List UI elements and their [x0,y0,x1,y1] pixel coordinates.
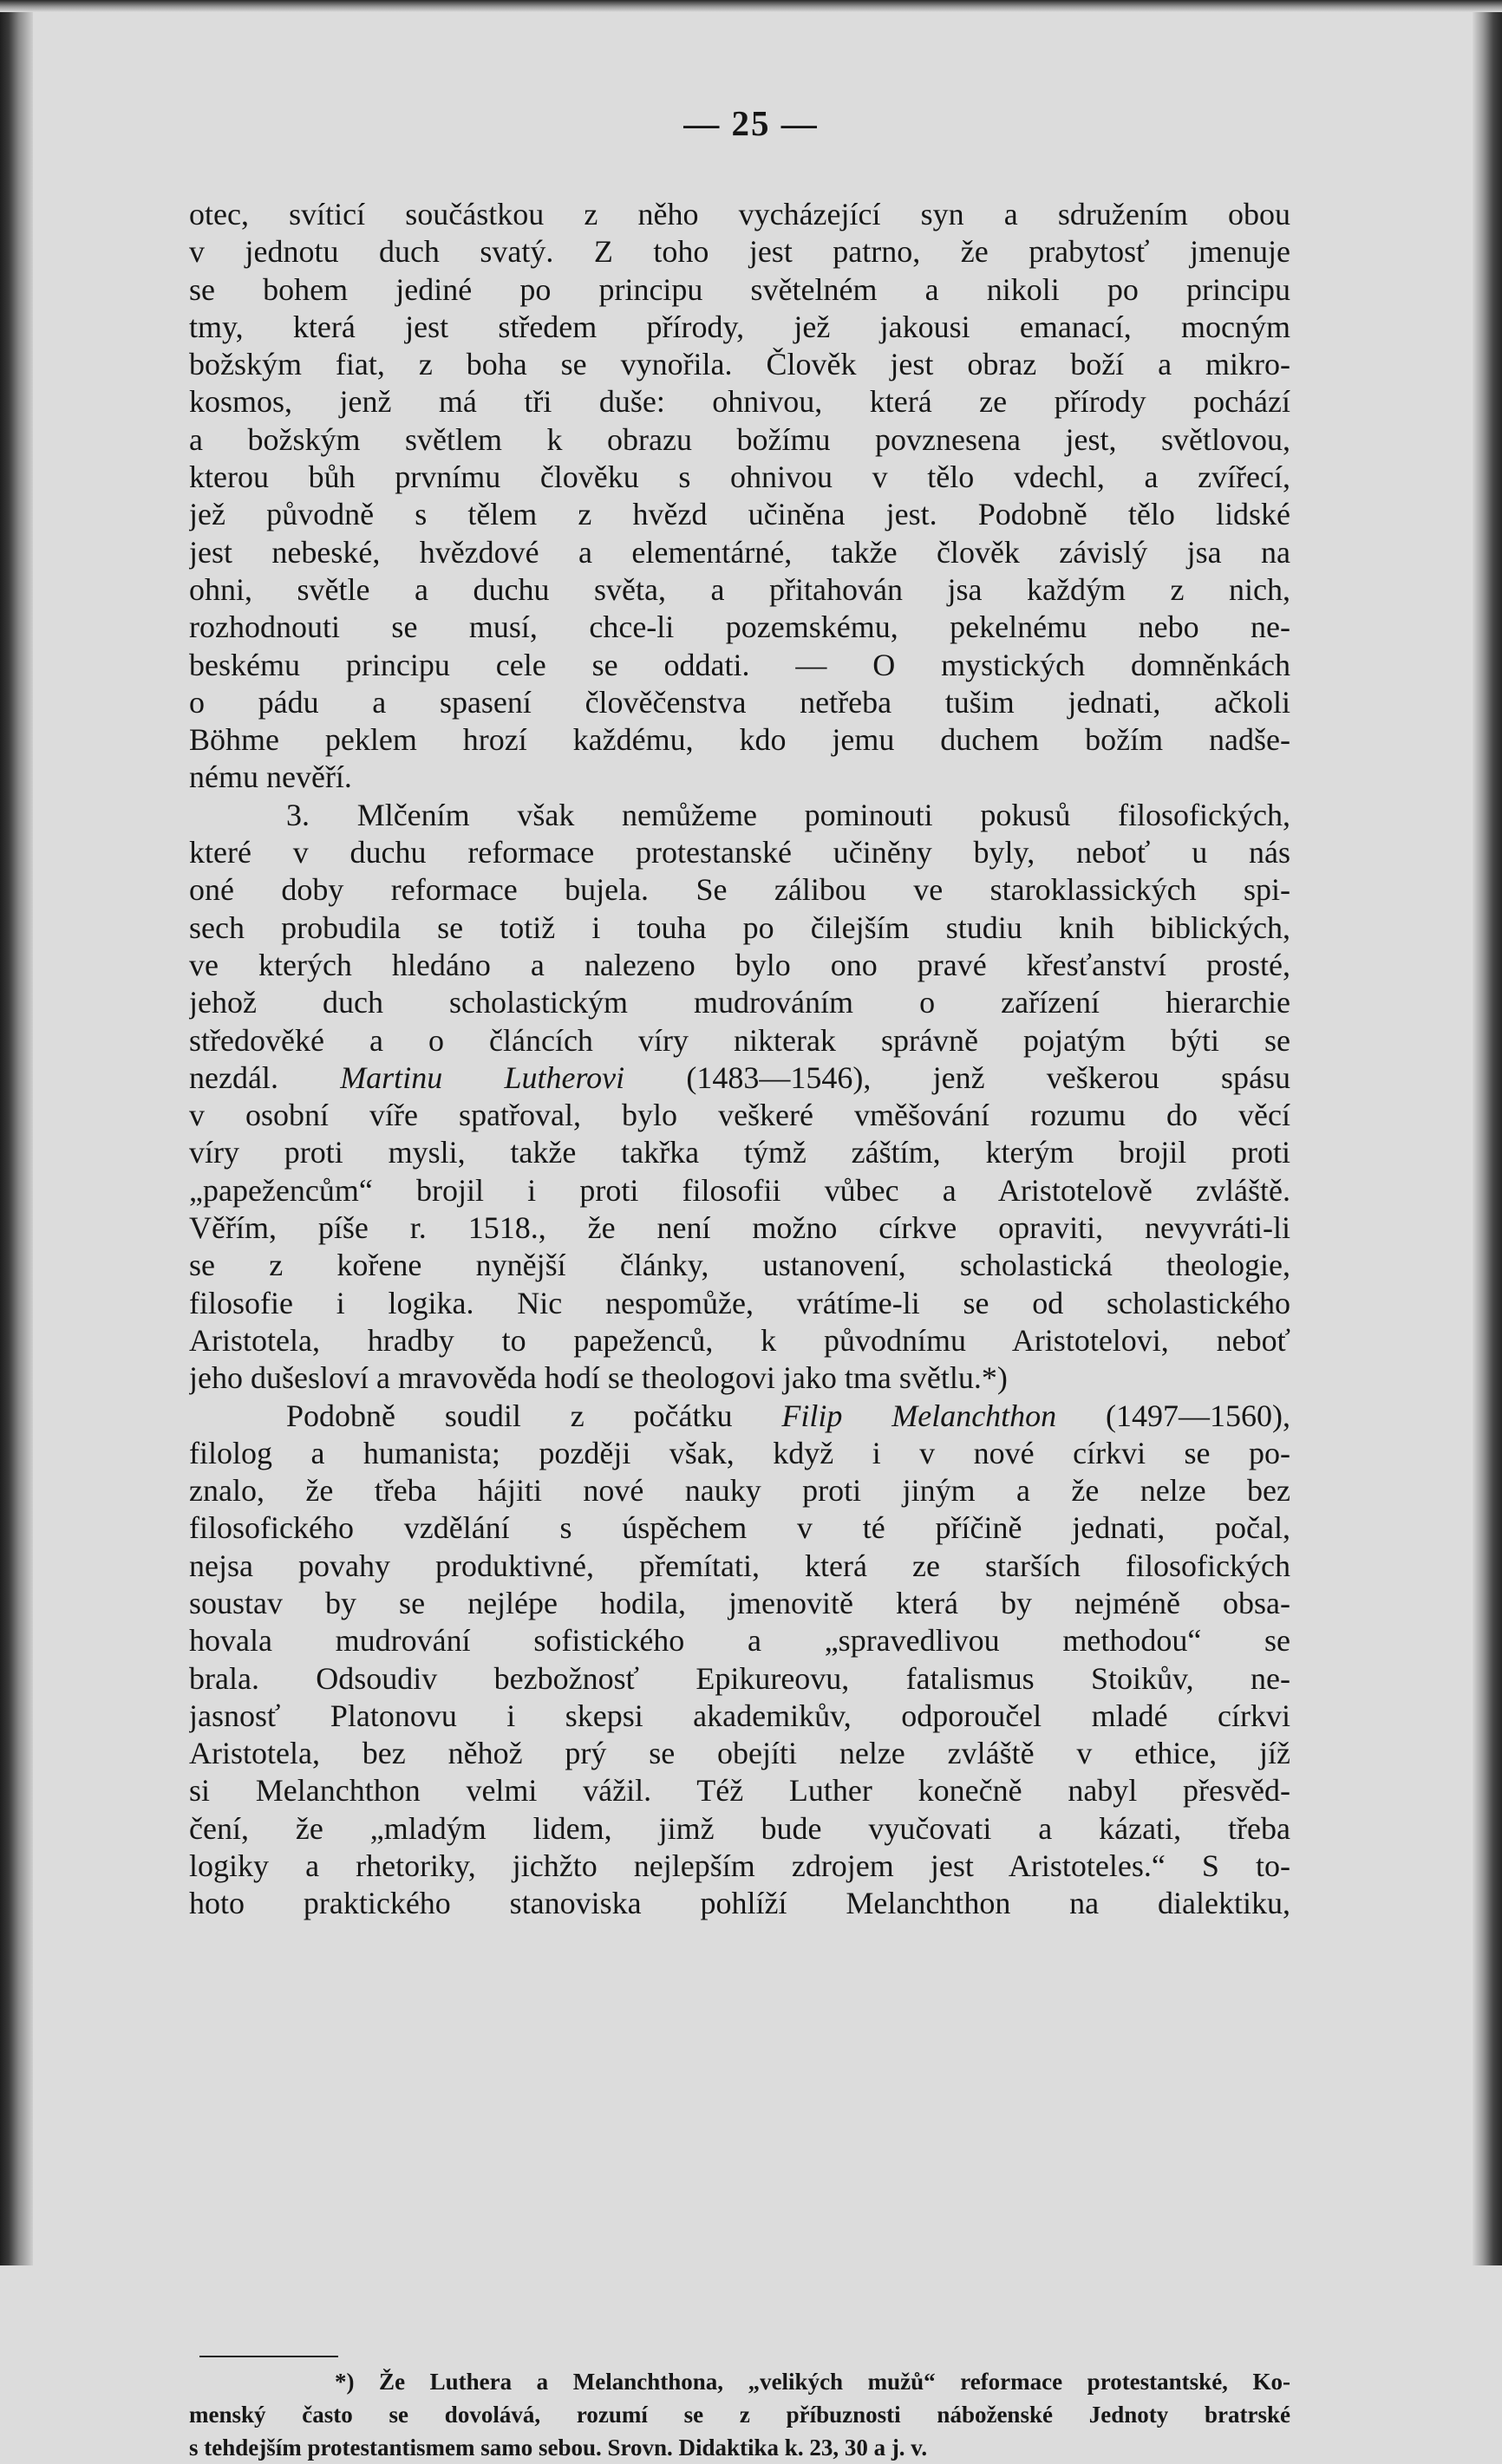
line-text: nému nevěří. [189,759,352,795]
line-text: jasnosť Platonovu i skepsi akademikův, odporoučel mladé církvi [189,1698,1290,1733]
line-text: kterou bůh prvnímu člověku s ohnivou v tělo vdechl, a zvířecí, [189,460,1290,495]
text-line [189,571,1290,609]
line-text: znalo, že třeba hájiti nové nauky proti jiným a že nelze bez [189,1473,1290,1509]
line-text: menský často se dovolává, rozumí se z příbuznosti náboženské Jednoty bratrské [189,2402,1290,2428]
footnote-line [189,2365,1290,2398]
italic-name: Filip Melanchthon [781,1398,1057,1433]
line-text: „papežencům“ brojil i proti filosofii vůbec a Aristotelově zvláště. [189,1172,1290,1208]
line-text: filosofie i logika. Nic nespomůže, vrátíme-li se od scholastického [189,1285,1290,1320]
text-line [189,459,1290,496]
text-line [189,1398,1290,1435]
line-text: čení, že „mladým lidem, jimž bude vyučovati a kázati, třeba [189,1810,1290,1846]
footnote-rule [199,2356,338,2357]
text-line [189,1548,1290,1585]
line-text: otec, svíticí součástkou z něho vycházející syn a sdružením obou [189,197,1290,231]
text-line [189,871,1290,909]
line-text: si Melanchthon velmi vážil. Též Luther konečně nabyl přesvěd- [189,1773,1290,1809]
line-text: se bohem jediné po principu světelném a nikoli po principu [189,271,1290,307]
line-text: Podobně soudil z počátku [286,1398,733,1433]
footnote-line [189,2398,1290,2431]
text-line [189,534,1290,571]
line-text: nejsa povahy produktivné, přemítati, která ze starších filosofických [189,1548,1290,1583]
text-line [189,1172,1290,1209]
line-text: brala. Odsoudiv bezbožnosť Epikureovu, fatalismus Stoikův, ne- [189,1660,1290,1696]
line-text: jež původně s tělem z hvězd učiněna jest. Podobně tělo lidské [189,497,1290,532]
line-text: v osobní víře spatřoval, bylo veškeré vměšování rozumu do věcí [189,1098,1290,1133]
text-line [189,1209,1290,1247]
line-text: 3. Mlčením však nemůžeme pominouti pokusů filosofických, [286,797,1290,832]
line-text: jest nebeské, hvězdové a elementárné, takže člověk závislý jsa na [189,534,1290,570]
text-line [189,1509,1290,1547]
line-text: hoto praktického stanoviska pohlíží Melanchthon na dialektiku, [189,1886,1290,1921]
line-text: nezdál. [189,1059,278,1095]
line-text: středověké a o článcích víry nikterak správně pojatým býti se [189,1022,1290,1058]
text-line [189,1247,1290,1284]
line-text: oné doby reformace bujela. Se zálibou ve staroklassických spi- [189,872,1290,908]
text-line [189,1698,1290,1735]
text-line [189,721,1290,759]
line-text: se z kořene nynější články, ustanovení, scholastická theologie, [189,1248,1290,1283]
text-line [189,1359,1290,1397]
text-line [189,1735,1290,1772]
line-text: o pádu a spasení člověčenstva netřeba tušim jednati, ačkoli [189,684,1290,720]
line-text: které v duchu reformace protestanské učiněny byly, neboť u nás [189,835,1290,870]
text-line [189,984,1290,1021]
scan-edge-right [1473,0,1502,2265]
text-line [189,421,1290,459]
text-line [189,309,1290,346]
scan-edge-left [0,0,33,2265]
line-text: logiky a rhetoriky, jichžto nejlepším zdrojem jest Aristoteles.“ S to- [189,1848,1290,1884]
scan-edge-top [0,0,1502,12]
text-line [189,1885,1290,1922]
text-line [189,1059,1290,1097]
line-text: tmy, která jest středem přírody, jež jakousi emanací, mocným [189,309,1290,344]
line-text: v jednotu duch svatý. Z toho jest patrno, že prabytosť jmenuje [189,234,1290,270]
text-line [189,759,1290,796]
text-line [189,1435,1290,1472]
footnote-line [189,2431,1290,2464]
line-text: ve kterých hledáno a nalezeno bylo ono pravé křesťanství prosté, [189,947,1290,982]
italic-name: Martinu Lutherovi [340,1059,625,1095]
line-text: sech probudila se totiž i touha po čilejším studiu knih biblických, [189,909,1290,945]
line-text-after: (1497—1560), [1106,1398,1290,1433]
line-text: hovala mudrování sofistického a „spravedlivou methodou“ se [189,1623,1290,1659]
text-line [189,1772,1290,1809]
line-text: beskému principu cele se oddati. — O mystických domněnkách [189,647,1290,682]
text-line [189,271,1290,309]
text-line [189,609,1290,646]
text-line [189,1622,1290,1659]
text-line [189,1585,1290,1622]
text-line [189,909,1290,947]
text-line [189,834,1290,871]
line-text: filolog a humanista; později však, když i v nové církvi se po- [189,1435,1290,1470]
text-line [189,797,1290,834]
line-text-after: (1483—1546), jenž veškerou spásu [686,1059,1290,1095]
text-line [189,1285,1290,1322]
line-text: jeho dušesloví a mravověda hodí se theologovi jako tma světlu.*) [189,1360,1008,1396]
line-text: ohni, světle a duchu světa, a přitahován jsa každým z nich, [189,571,1290,607]
footnote [189,2365,1290,2464]
text-line [189,1810,1290,1848]
page-number: — 25 — [683,103,819,143]
line-text: a božským světlem k obrazu božímu povznesena jest, světlovou, [189,421,1290,457]
line-text: Böhme peklem hrozí každému, kdo jemu duchem božím nadše- [189,722,1290,758]
text-line [189,346,1290,383]
text-line [189,1322,1290,1359]
line-text: Aristotela, bez něhož prý se obejíti nelze zvláště v ethice, jíž [189,1736,1290,1771]
line-text: jehož duch scholastickým mudrováním o zařízení hierarchie [189,985,1290,1020]
text-line [189,647,1290,684]
text-line [189,196,1290,233]
line-text: kosmos, jenž má tři duše: ohnivou, která ze přírody pochází [189,384,1290,420]
line-text: Věřím, píše r. 1518., že není možno církve opraviti, nevyvráti-li [189,1210,1290,1246]
text-line [189,1472,1290,1509]
text-line [189,684,1290,721]
text-line [189,233,1290,271]
line-text: Aristotela, hradby to papeženců, k původnímu Aristotelovi, neboť [189,1322,1290,1358]
body-text [189,196,1290,1923]
line-text: rozhodnouti se musí, chce-li pozemskému, pekelnému nebo ne- [189,609,1290,645]
line-text: soustav by se nejlépe hodila, jmenovitě která by nejméně obsa- [189,1585,1290,1620]
line-text: víry proti mysli, takže takřka týmž záštím, kterým brojil proti [189,1135,1290,1170]
text-line [189,496,1290,533]
text-line [189,1848,1290,1885]
line-text: filosofického vzdělání s úspěchem v té příčině jednati, počal, [189,1510,1290,1546]
text-line [189,1660,1290,1698]
line-text: *) Že Luthera a Melanchthona, „velikých mužů“ reformace protestantské, Ko- [335,2369,1290,2395]
line-text: s tehdejším protestantismem samo sebou. Srovn. Didaktika k. 23, 30 a j. v. [189,2435,928,2461]
text-line [189,947,1290,984]
text-line [189,1022,1290,1059]
line-text: božským fiat, z boha se vynořila. Člověk jest obraz boží a mikro- [189,347,1290,382]
text-line [189,1097,1290,1134]
text-line [189,383,1290,420]
text-line [189,1134,1290,1171]
